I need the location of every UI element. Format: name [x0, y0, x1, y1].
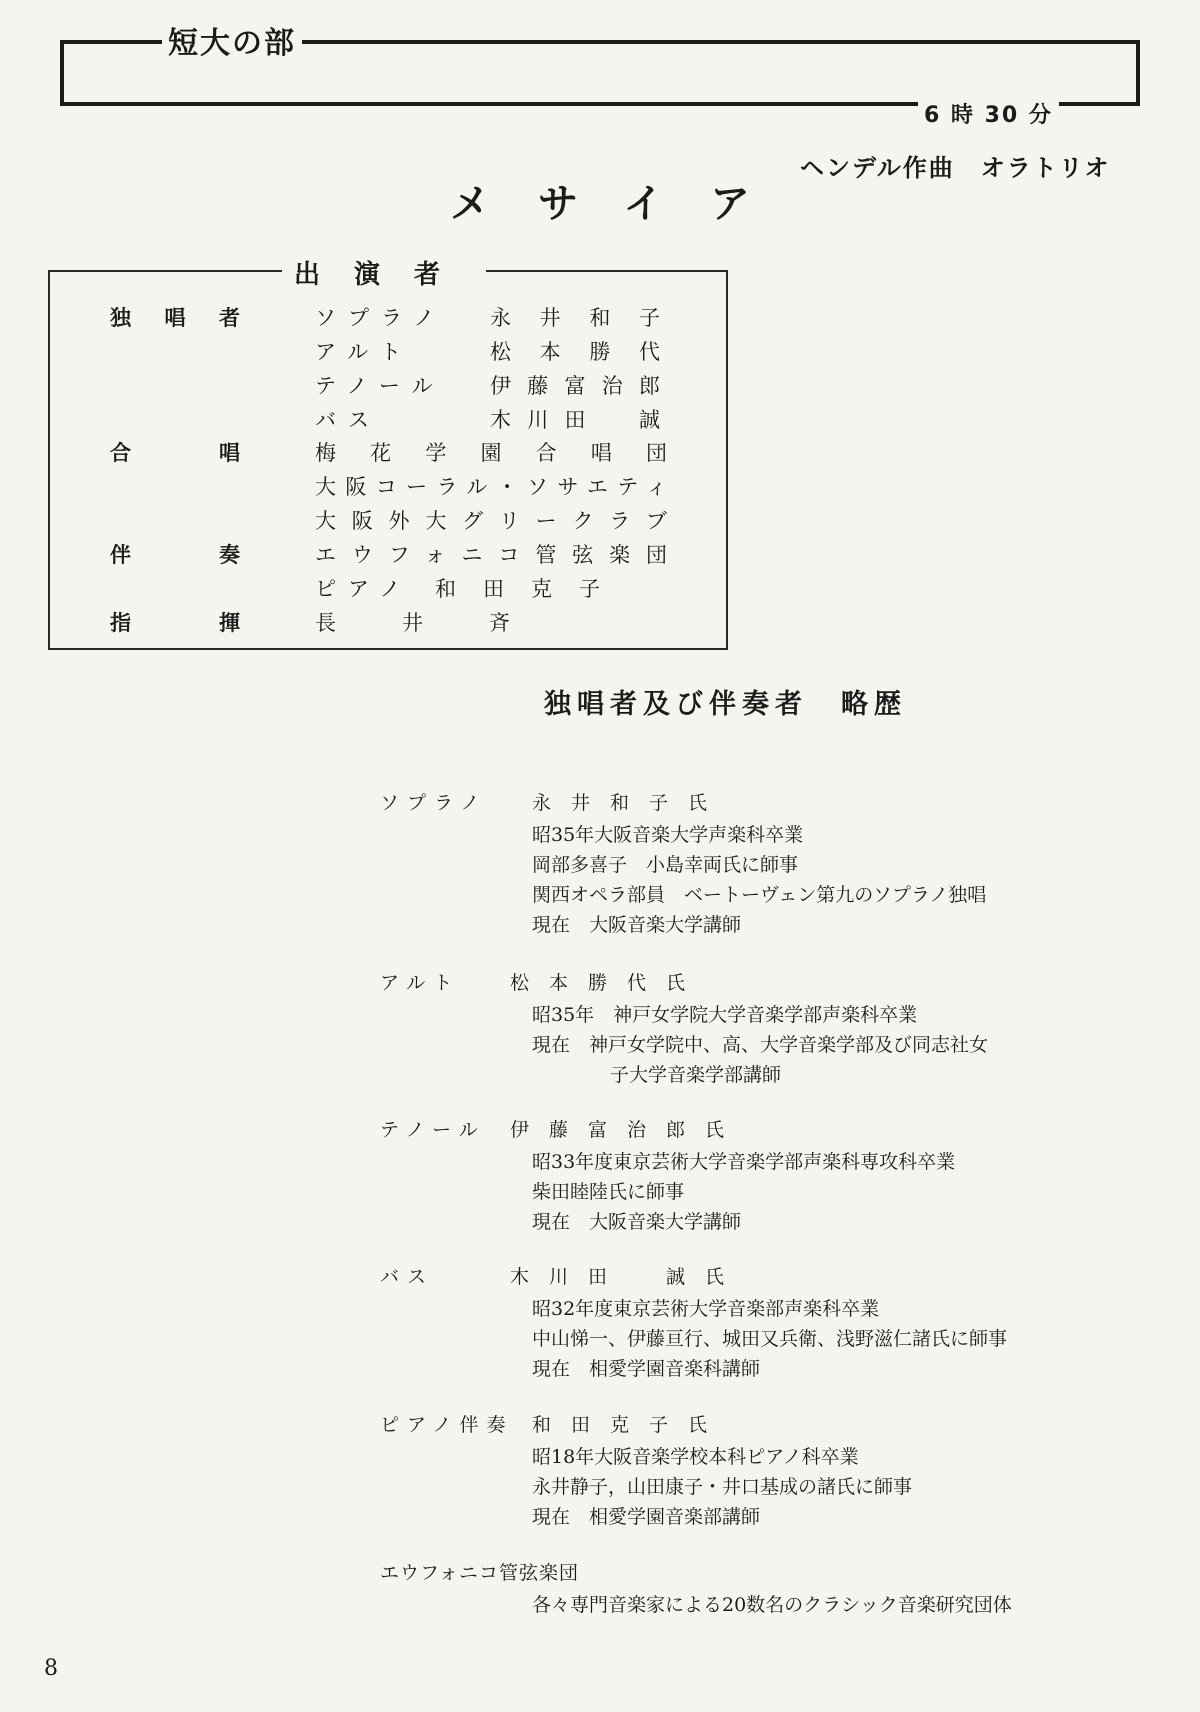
biography-entry-header [380, 1410, 1160, 1442]
biography-name: 木川田 誠氏 [510, 1266, 745, 1288]
performer-name: 長井斉 [315, 611, 510, 635]
biography-line: 柴田睦陸氏に師事 [532, 1181, 685, 1203]
performer-role: 独唱者 [110, 306, 240, 330]
biography-part: テノール [380, 1119, 486, 1141]
biography-part: エウフォニコ管弦楽団 [380, 1562, 580, 1584]
biography-line: 永井静子，山田康子・井口基成の諸氏に師事 [532, 1476, 913, 1498]
biography-name: 松本勝代氏 [510, 972, 706, 994]
biography-line: 各々専門音楽家による20数名のクラシック音楽研究団体 [532, 1594, 1012, 1616]
performer-name: 松本勝代 [490, 340, 660, 364]
biography-line: 子大学音楽学部講師 [610, 1064, 782, 1086]
performer-part: バス [315, 408, 381, 432]
biography-line: 昭35年大阪音楽大学声楽科卒業 [532, 824, 804, 846]
biography-entry-header [380, 1115, 1160, 1147]
biography-entry [380, 1115, 1160, 1237]
biography-part: アルト [380, 972, 461, 994]
performer-group: 大阪コーラル・ソサエティ [315, 475, 667, 499]
biography-part: ピアノ伴奏 [380, 1414, 514, 1436]
biography-part: バス [380, 1266, 435, 1288]
biography-entry-header [380, 968, 1160, 1000]
biography-line: 現在 相愛学園音楽科講師 [532, 1358, 761, 1380]
biography-line: 現在 神戸女学院中、高、大学音楽学部及び同志社女 [532, 1034, 989, 1056]
biography-entry-header [380, 788, 1160, 820]
performer-name: 和田克子 [435, 577, 600, 601]
biography-line: 昭18年大阪音楽学校本科ピアノ科卒業 [532, 1446, 859, 1468]
performers-heading: 出演者 [282, 254, 486, 291]
time-label: 6 時 30 分 [918, 98, 1059, 129]
biography-line: 現在 大阪音楽大学講師 [532, 1211, 742, 1233]
biography-line: 中山悌一、伊藤亘行、城田又兵衛、浅野滋仁諸氏に師事 [532, 1328, 1008, 1350]
composer-label: ヘンデル作曲 オラトリオ [800, 154, 1111, 182]
performer-part: ソプラノ [315, 306, 447, 330]
performer-name: 木川田 誠 [490, 408, 660, 432]
biography-entry [380, 1262, 1160, 1384]
biography-line: 昭33年度東京芸術大学音楽学部声楽科専攻科卒業 [532, 1151, 956, 1173]
biography-line: 現在 相愛学園音楽部講師 [532, 1506, 761, 1528]
performer-part: テノール [315, 374, 445, 398]
biography-name: 和田克子氏 [532, 1414, 728, 1436]
biography-entry [380, 1558, 1160, 1620]
work-title: メサイア [450, 181, 798, 227]
biography-name: 永井和子氏 [532, 792, 728, 814]
performer-group: 梅花学園合唱団 [315, 441, 667, 465]
performer-role: 伴奏 [110, 543, 240, 567]
page-number: 8 [44, 1656, 58, 1681]
performer-role: 指揮 [110, 611, 240, 635]
biography-line: 岡部多喜子 小島幸両氏に師事 [532, 854, 799, 876]
biography-entry [380, 968, 1160, 1090]
biography-name: 伊藤富治郎氏 [510, 1119, 745, 1141]
performer-name: 伊藤富治郎 [490, 374, 660, 398]
biography-entry-header [380, 1262, 1160, 1294]
biography-line: 昭35年 神戸女学院大学音楽学部声楽科卒業 [532, 1004, 918, 1026]
biography-line: 関西オペラ部員 ベートーヴェン第九のソプラノ独唱 [532, 884, 987, 906]
section-title: 短大の部 [162, 18, 302, 62]
performer-role: 合唱 [110, 441, 240, 465]
biography-line: 現在 大阪音楽大学講師 [532, 914, 742, 936]
performer-group: 大阪外大グリークラブ [315, 509, 667, 533]
performer-part: ピアノ [315, 577, 413, 601]
biography-heading: 独唱者及び伴奏者 略歴 [544, 689, 907, 720]
biography-part: ソプラノ [380, 792, 488, 814]
biography-line: 昭32年度東京芸術大学音楽部声楽科卒業 [532, 1298, 880, 1320]
biography-entry-header [380, 1558, 1160, 1590]
biography-entry [380, 1410, 1160, 1532]
performer-part: アルト [315, 340, 414, 364]
performer-name: 永井和子 [490, 306, 660, 330]
biography-entry [380, 788, 1160, 940]
performer-group: エウフォニコ管弦楽団 [315, 543, 667, 567]
